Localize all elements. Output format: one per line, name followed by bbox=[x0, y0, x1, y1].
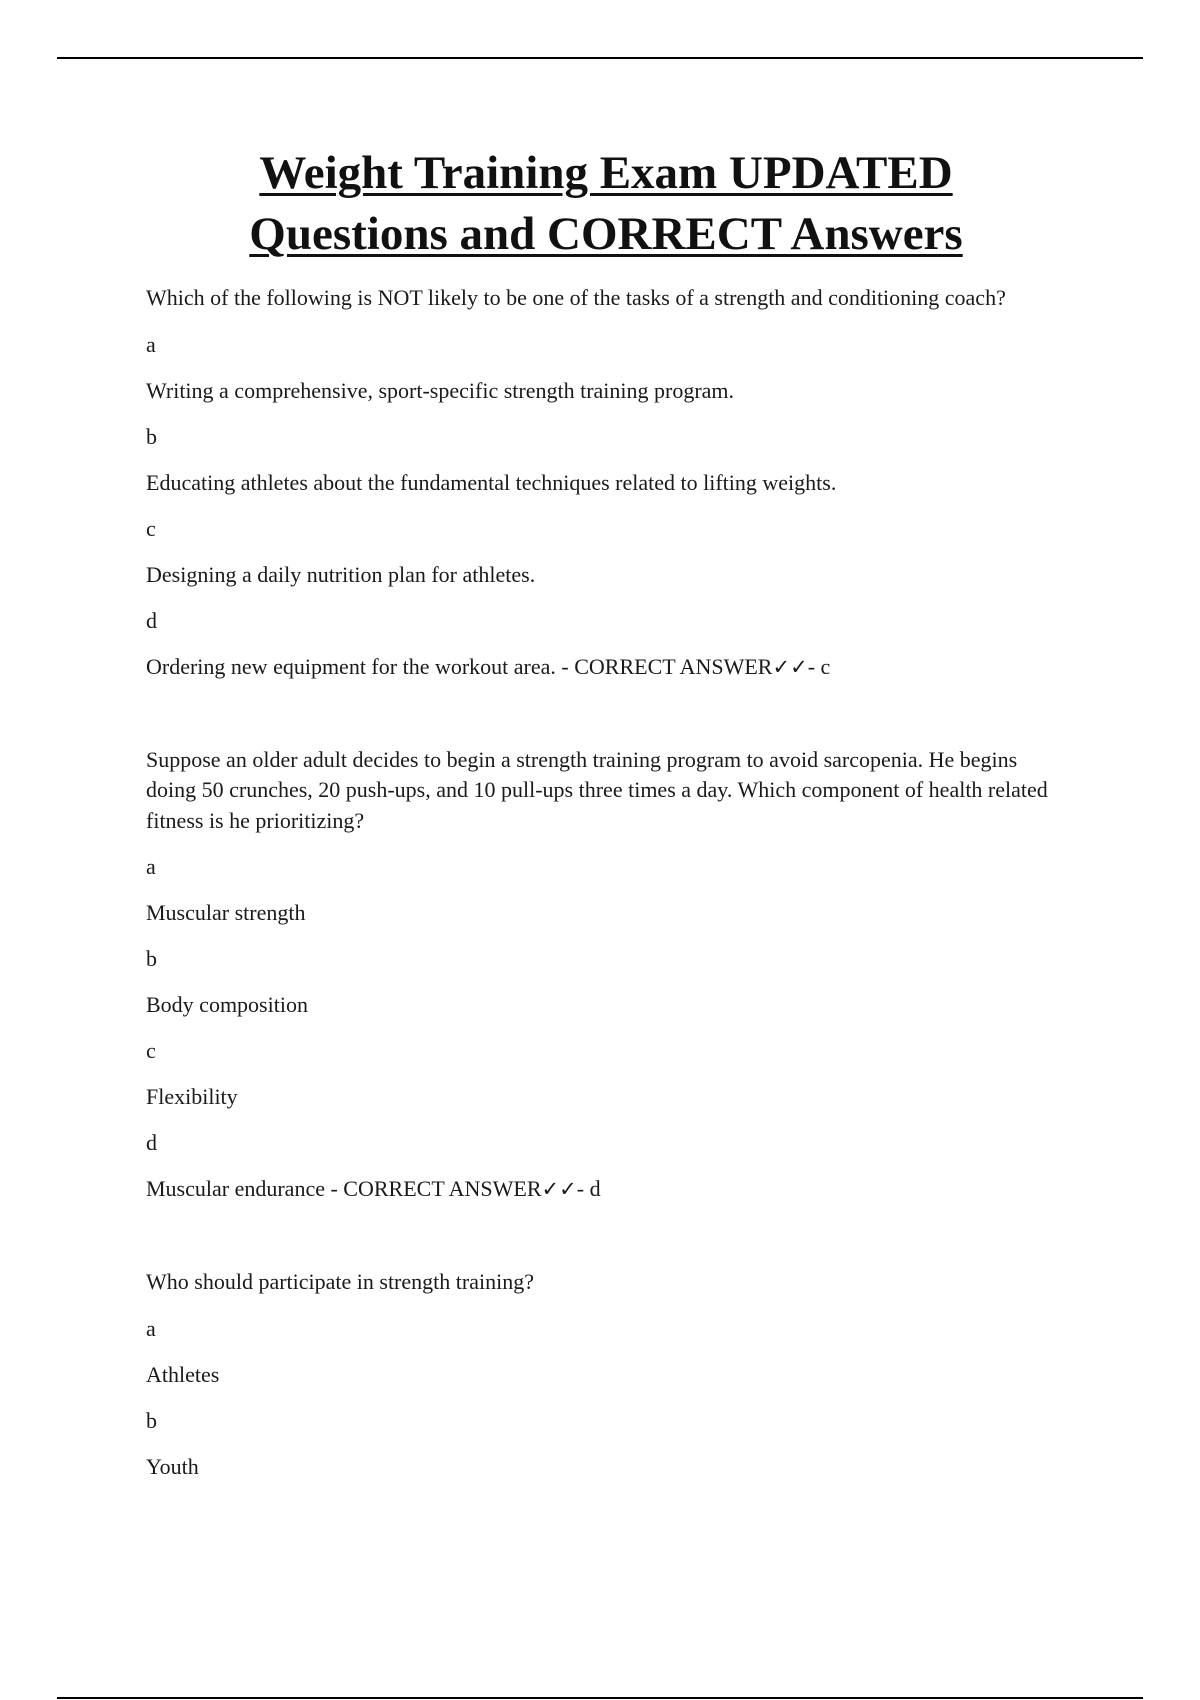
option-text-b: Youth bbox=[146, 1453, 199, 1479]
option-text-d: Ordering new equipment for the workout area. bbox=[146, 653, 556, 679]
option-text-c: Designing a daily nutrition plan for athletes. bbox=[146, 561, 536, 587]
option-text-a: Writing a comprehensive, sport-specific strength training program. bbox=[146, 377, 735, 403]
document-page bbox=[146, 143, 1066, 1498]
option-letter-b: b bbox=[146, 1407, 157, 1433]
question-text: Which of the following is NOT likely to be one of the tasks of a strength and conditioning coach? bbox=[146, 285, 1006, 310]
option-text-a: Athletes bbox=[146, 1361, 220, 1387]
answer-line bbox=[146, 652, 1066, 682]
question-text: Suppose an older adult decides to begin a strength training program to avoid sarcopenia. He begins doing 50 crunches, 20 push-ups, and 10 pull-ups three times a day. Which component of health related fitness is he prioritizing? bbox=[146, 746, 1048, 833]
answer-label: - CORRECT ANSWER bbox=[324, 1176, 542, 1201]
double-check-icon: ✓✓ bbox=[772, 654, 808, 679]
option-text-b: Educating athletes about the fundamental techniques related to lifting weights. bbox=[146, 469, 837, 495]
title-line-1: Weight Training Exam UPDATED bbox=[259, 147, 953, 199]
option-letter-b: b bbox=[146, 946, 157, 971]
option-text-c: Flexibility bbox=[146, 1084, 238, 1109]
option-letter-a: a bbox=[146, 1315, 156, 1341]
option-letter-c: c bbox=[146, 515, 156, 541]
option-letter-d: d bbox=[146, 607, 157, 633]
document-title bbox=[146, 143, 1066, 265]
option-text-d: Muscular endurance bbox=[146, 1176, 325, 1201]
top-divider bbox=[57, 57, 1143, 59]
answer-value: - c bbox=[807, 653, 831, 679]
option-letter-c: c bbox=[146, 1038, 156, 1063]
option-text-a: Muscular strength bbox=[146, 900, 306, 925]
option-text-b: Body composition bbox=[146, 992, 308, 1017]
double-check-icon: ✓✓ bbox=[541, 1177, 577, 1201]
option-letter-d: d bbox=[146, 1130, 157, 1155]
answer-label: - CORRECT ANSWER bbox=[555, 653, 773, 679]
option-letter-a: a bbox=[146, 854, 156, 879]
question-3 bbox=[146, 1267, 1066, 1482]
question-text: Who should participate in strength training? bbox=[146, 1269, 534, 1294]
question-1 bbox=[146, 283, 1066, 682]
title-line-2: Questions and CORRECT Answers bbox=[249, 208, 963, 260]
option-letter-a: a bbox=[146, 331, 156, 357]
answer-value: - d bbox=[576, 1176, 601, 1201]
bottom-divider bbox=[57, 1697, 1143, 1699]
option-letter-b: b bbox=[146, 423, 157, 449]
question-2 bbox=[146, 745, 1066, 1205]
answer-line bbox=[146, 1174, 1066, 1204]
